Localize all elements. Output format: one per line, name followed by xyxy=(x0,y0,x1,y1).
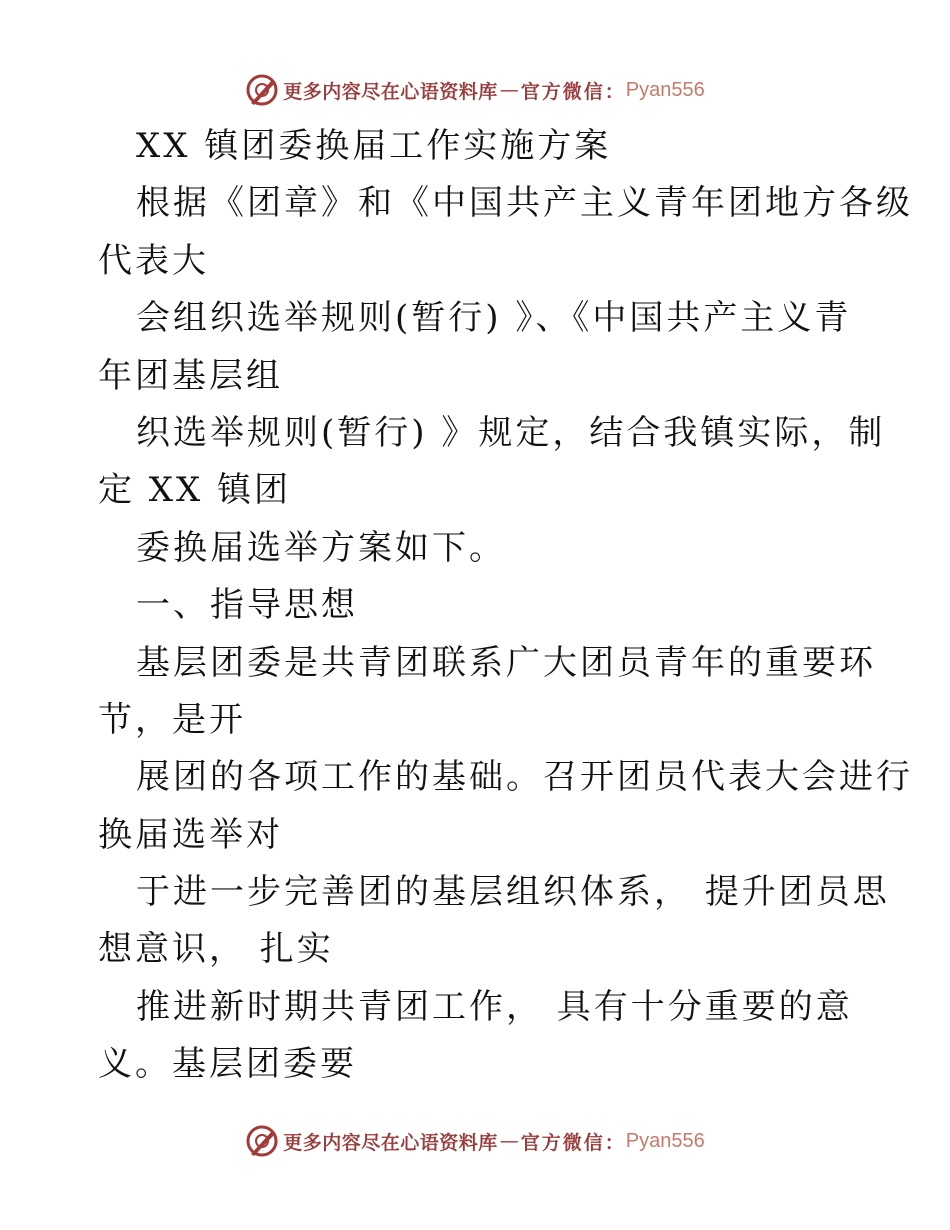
watermark-lead-text: 更多内容尽在心语资料库 xyxy=(283,1131,498,1154)
watermark-banner-bottom xyxy=(0,1121,950,1161)
text-line: 根据《团章》和《中国共产主义青年团地方各级 xyxy=(136,183,913,224)
text-line: XX 镇团委换届工作实施方案 xyxy=(136,126,612,166)
text-line: 义。基层团委要 xyxy=(98,1044,357,1085)
text-line: 于进一步完善团的基层组织体系， 提升团员思 xyxy=(136,872,890,913)
watermark-banner-top xyxy=(0,70,950,110)
text-line: 想意识， 扎实 xyxy=(98,929,334,970)
watermark-dash: — xyxy=(499,1130,519,1152)
text-line: 展团的各项工作的基础。召开团员代表大会进行 xyxy=(136,757,913,798)
text-line: 节，是开 xyxy=(98,699,246,740)
text-line: 年团基层组 xyxy=(98,355,283,396)
watermark-wechat-label: 官方微信： xyxy=(520,80,626,103)
watermark-handle: Pyan556 xyxy=(625,1129,705,1152)
text-line: 委换届选举方案如下。 xyxy=(136,527,506,568)
pen-logo-icon xyxy=(245,1124,279,1158)
watermark-handle: Pyan556 xyxy=(625,78,705,101)
watermark-wechat-label: 官方微信： xyxy=(520,1131,626,1154)
document-body xyxy=(98,118,913,1094)
pen-logo-icon xyxy=(245,73,279,107)
watermark-dash: — xyxy=(499,79,519,101)
text-line: 换届选举对 xyxy=(98,814,283,855)
text-line: 会组织选举规则(暂行) 》、《中国共产主义青 xyxy=(136,298,852,339)
text-line: 一、指导思想 xyxy=(136,585,358,626)
text-line: 代表大 xyxy=(98,240,209,281)
text-line: 基层团委是共青团联系广大团员青年的重要环 xyxy=(136,642,876,683)
watermark-lead-text: 更多内容尽在心语资料库 xyxy=(283,80,498,103)
text-line: 织选举规则(暂行) 》规定，结合我镇实际，制 xyxy=(136,412,886,453)
text-line: 推进新时期共青团工作， 具有十分重要的意 xyxy=(136,986,853,1027)
text-line: 定 XX 镇团 xyxy=(98,470,292,511)
